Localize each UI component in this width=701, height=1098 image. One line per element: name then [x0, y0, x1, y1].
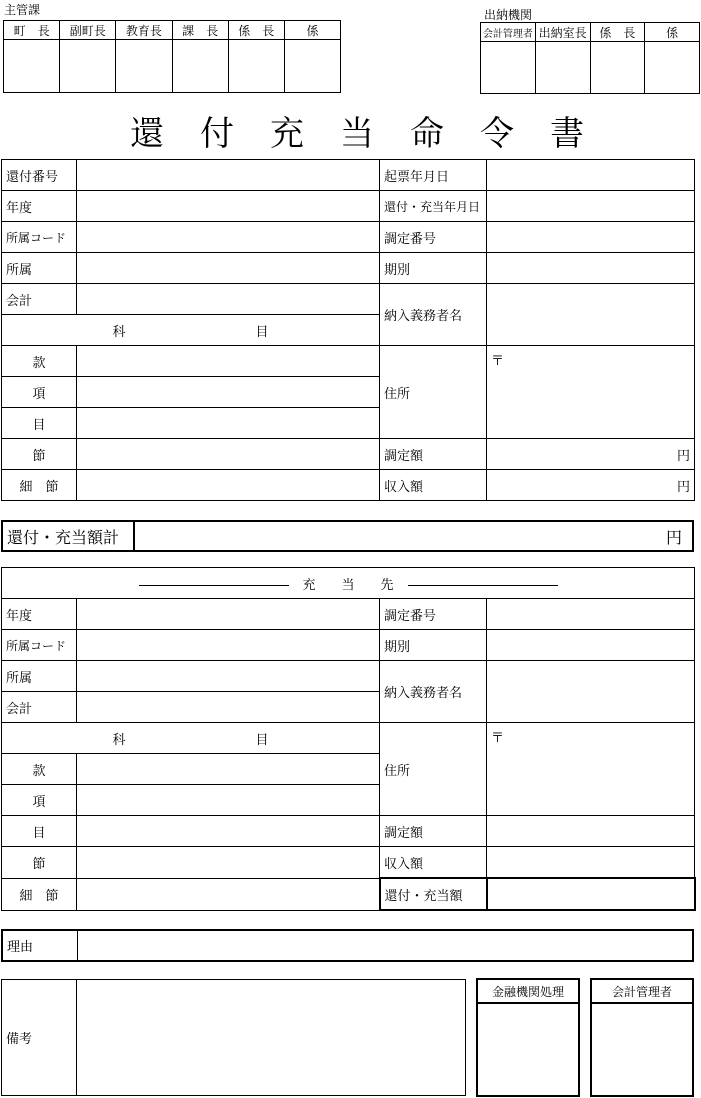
- dept-code-label: 所属コード: [2, 222, 77, 253]
- refund-no-label: 還付番号: [2, 160, 77, 191]
- account-field[interactable]: [77, 284, 380, 315]
- reason-field[interactable]: [78, 931, 692, 960]
- stamp-cell[interactable]: [285, 40, 340, 92]
- refund-form-table: [1, 159, 695, 501]
- appropriation-table: [1, 567, 696, 911]
- stamp-cell[interactable]: [116, 40, 171, 92]
- dept-code-field[interactable]: [77, 222, 380, 253]
- main-dept-label: 主管課: [4, 3, 41, 17]
- moku-field[interactable]: [77, 408, 380, 439]
- dept-code-field[interactable]: [77, 630, 380, 661]
- assess-no-field[interactable]: [487, 599, 695, 630]
- reason-label: 理由: [3, 931, 78, 960]
- year-field[interactable]: [77, 191, 380, 222]
- accountant-stamp-cell[interactable]: [592, 1004, 692, 1094]
- saisetsu-label: 細 節: [2, 878, 77, 910]
- accountant-label: 会計管理者: [592, 980, 692, 1004]
- taxpayer-label: 納入義務者名: [380, 284, 487, 346]
- period-field[interactable]: [487, 253, 695, 284]
- bank-stamp-cell[interactable]: [478, 1004, 578, 1094]
- bank-processing-label: 金融機関処理: [478, 980, 578, 1004]
- refund-amount-field[interactable]: [487, 878, 695, 910]
- approval-col-header: 町 長: [4, 21, 59, 40]
- stamp-cell[interactable]: [4, 40, 59, 92]
- kou-label: 項: [2, 377, 77, 408]
- approval-col-header: 課 長: [173, 21, 228, 40]
- stamp-cell[interactable]: [645, 42, 699, 93]
- taxpayer-label: 納入義務者名: [380, 661, 487, 723]
- appropriation-heading: 充 当 先: [2, 568, 695, 599]
- approval-col-header: 係 長: [229, 21, 284, 40]
- assess-no-label: 調定番号: [380, 222, 487, 253]
- remarks-label: 備考: [2, 980, 77, 1095]
- account-label: 会計: [2, 284, 77, 315]
- refund-no-field[interactable]: [77, 160, 380, 191]
- stamp-cell[interactable]: [229, 40, 284, 92]
- address-field[interactable]: 〒: [487, 346, 695, 439]
- accountant-box: [590, 978, 694, 1097]
- refund-amount-label: 還付・充当額: [380, 878, 487, 910]
- setsu-label: 節: [2, 847, 77, 879]
- account-field[interactable]: [77, 692, 380, 723]
- issue-date-label: 起票年月日: [380, 160, 487, 191]
- kou-field[interactable]: [77, 785, 380, 816]
- saisetsu-field[interactable]: [77, 470, 380, 501]
- stamp-cell[interactable]: [60, 40, 115, 92]
- assess-no-label: 調定番号: [380, 599, 487, 630]
- year-label: 年度: [2, 191, 77, 222]
- saisetsu-label: 細 節: [2, 470, 77, 501]
- dept-label: 所属: [2, 661, 77, 692]
- income-amount-label: 収入額: [380, 847, 487, 879]
- stamp-cell[interactable]: [173, 40, 228, 92]
- address-field[interactable]: 〒: [487, 723, 695, 816]
- refund-date-field[interactable]: [487, 191, 695, 222]
- dept-label: 所属: [2, 253, 77, 284]
- stamp-cell[interactable]: [591, 42, 645, 93]
- bank-processing-box: [476, 978, 580, 1097]
- approval-col-header: 係: [285, 21, 340, 40]
- kan-field[interactable]: [77, 346, 380, 377]
- stamp-cell[interactable]: [481, 42, 535, 93]
- stamp-cell[interactable]: [536, 42, 590, 93]
- total-amount-field[interactable]: 円: [665, 527, 682, 547]
- subject-header: 科 目: [2, 315, 380, 346]
- period-field[interactable]: [487, 630, 695, 661]
- year-label: 年度: [2, 599, 77, 630]
- treasury-approval-box: [480, 22, 700, 94]
- assess-amount-field[interactable]: [487, 816, 695, 847]
- approval-col-header: 会計管理者: [481, 23, 535, 42]
- kan-label: 款: [2, 754, 77, 785]
- assess-amount-field[interactable]: 円: [487, 439, 695, 470]
- moku-label: 目: [2, 408, 77, 439]
- kan-label: 款: [2, 346, 77, 377]
- assess-no-field[interactable]: [487, 222, 695, 253]
- period-label: 期別: [380, 630, 487, 661]
- address-label: 住所: [380, 346, 487, 439]
- approval-col-header: 係 長: [591, 23, 645, 42]
- assess-amount-label: 調定額: [380, 439, 487, 470]
- remarks-field[interactable]: [77, 980, 465, 1095]
- income-amount-field[interactable]: 円: [487, 470, 695, 501]
- moku-label: 目: [2, 816, 77, 847]
- main-dept-approval-box: [3, 20, 341, 93]
- kou-field[interactable]: [77, 377, 380, 408]
- kan-field[interactable]: [77, 754, 380, 785]
- moku-field[interactable]: [77, 816, 380, 847]
- remarks-box: [1, 979, 466, 1096]
- year-field[interactable]: [77, 599, 380, 630]
- period-label: 期別: [380, 253, 487, 284]
- kou-label: 項: [2, 785, 77, 816]
- form-title: 還付充当命令書: [130, 114, 620, 154]
- income-amount-label: 収入額: [380, 470, 487, 501]
- setsu-label: 節: [2, 439, 77, 470]
- address-label: 住所: [380, 723, 487, 816]
- total-label: 還付・充当額計: [3, 522, 135, 550]
- income-amount-field[interactable]: [487, 847, 695, 879]
- saisetsu-field[interactable]: [77, 878, 380, 910]
- setsu-field[interactable]: [77, 847, 380, 879]
- subject-header: 科 目: [2, 723, 380, 754]
- taxpayer-field[interactable]: [487, 661, 695, 723]
- approval-col-header: 教育長: [116, 21, 171, 40]
- taxpayer-field[interactable]: [487, 284, 695, 346]
- approval-col-header: 副町長: [60, 21, 115, 40]
- approval-col-header: 係: [645, 23, 699, 42]
- refund-date-label: 還付・充当年月日: [380, 191, 487, 222]
- account-label: 会計: [2, 692, 77, 723]
- issue-date-field[interactable]: [487, 160, 695, 191]
- total-box: [1, 520, 694, 552]
- dept-code-label: 所属コード: [2, 630, 77, 661]
- approval-col-header: 出納室長: [536, 23, 590, 42]
- treasury-label: 出納機関: [484, 8, 533, 22]
- assess-amount-label: 調定額: [380, 816, 487, 847]
- reason-box: [1, 929, 694, 962]
- setsu-field[interactable]: [77, 439, 380, 470]
- dept-field[interactable]: [77, 253, 380, 284]
- dept-field[interactable]: [77, 661, 380, 692]
